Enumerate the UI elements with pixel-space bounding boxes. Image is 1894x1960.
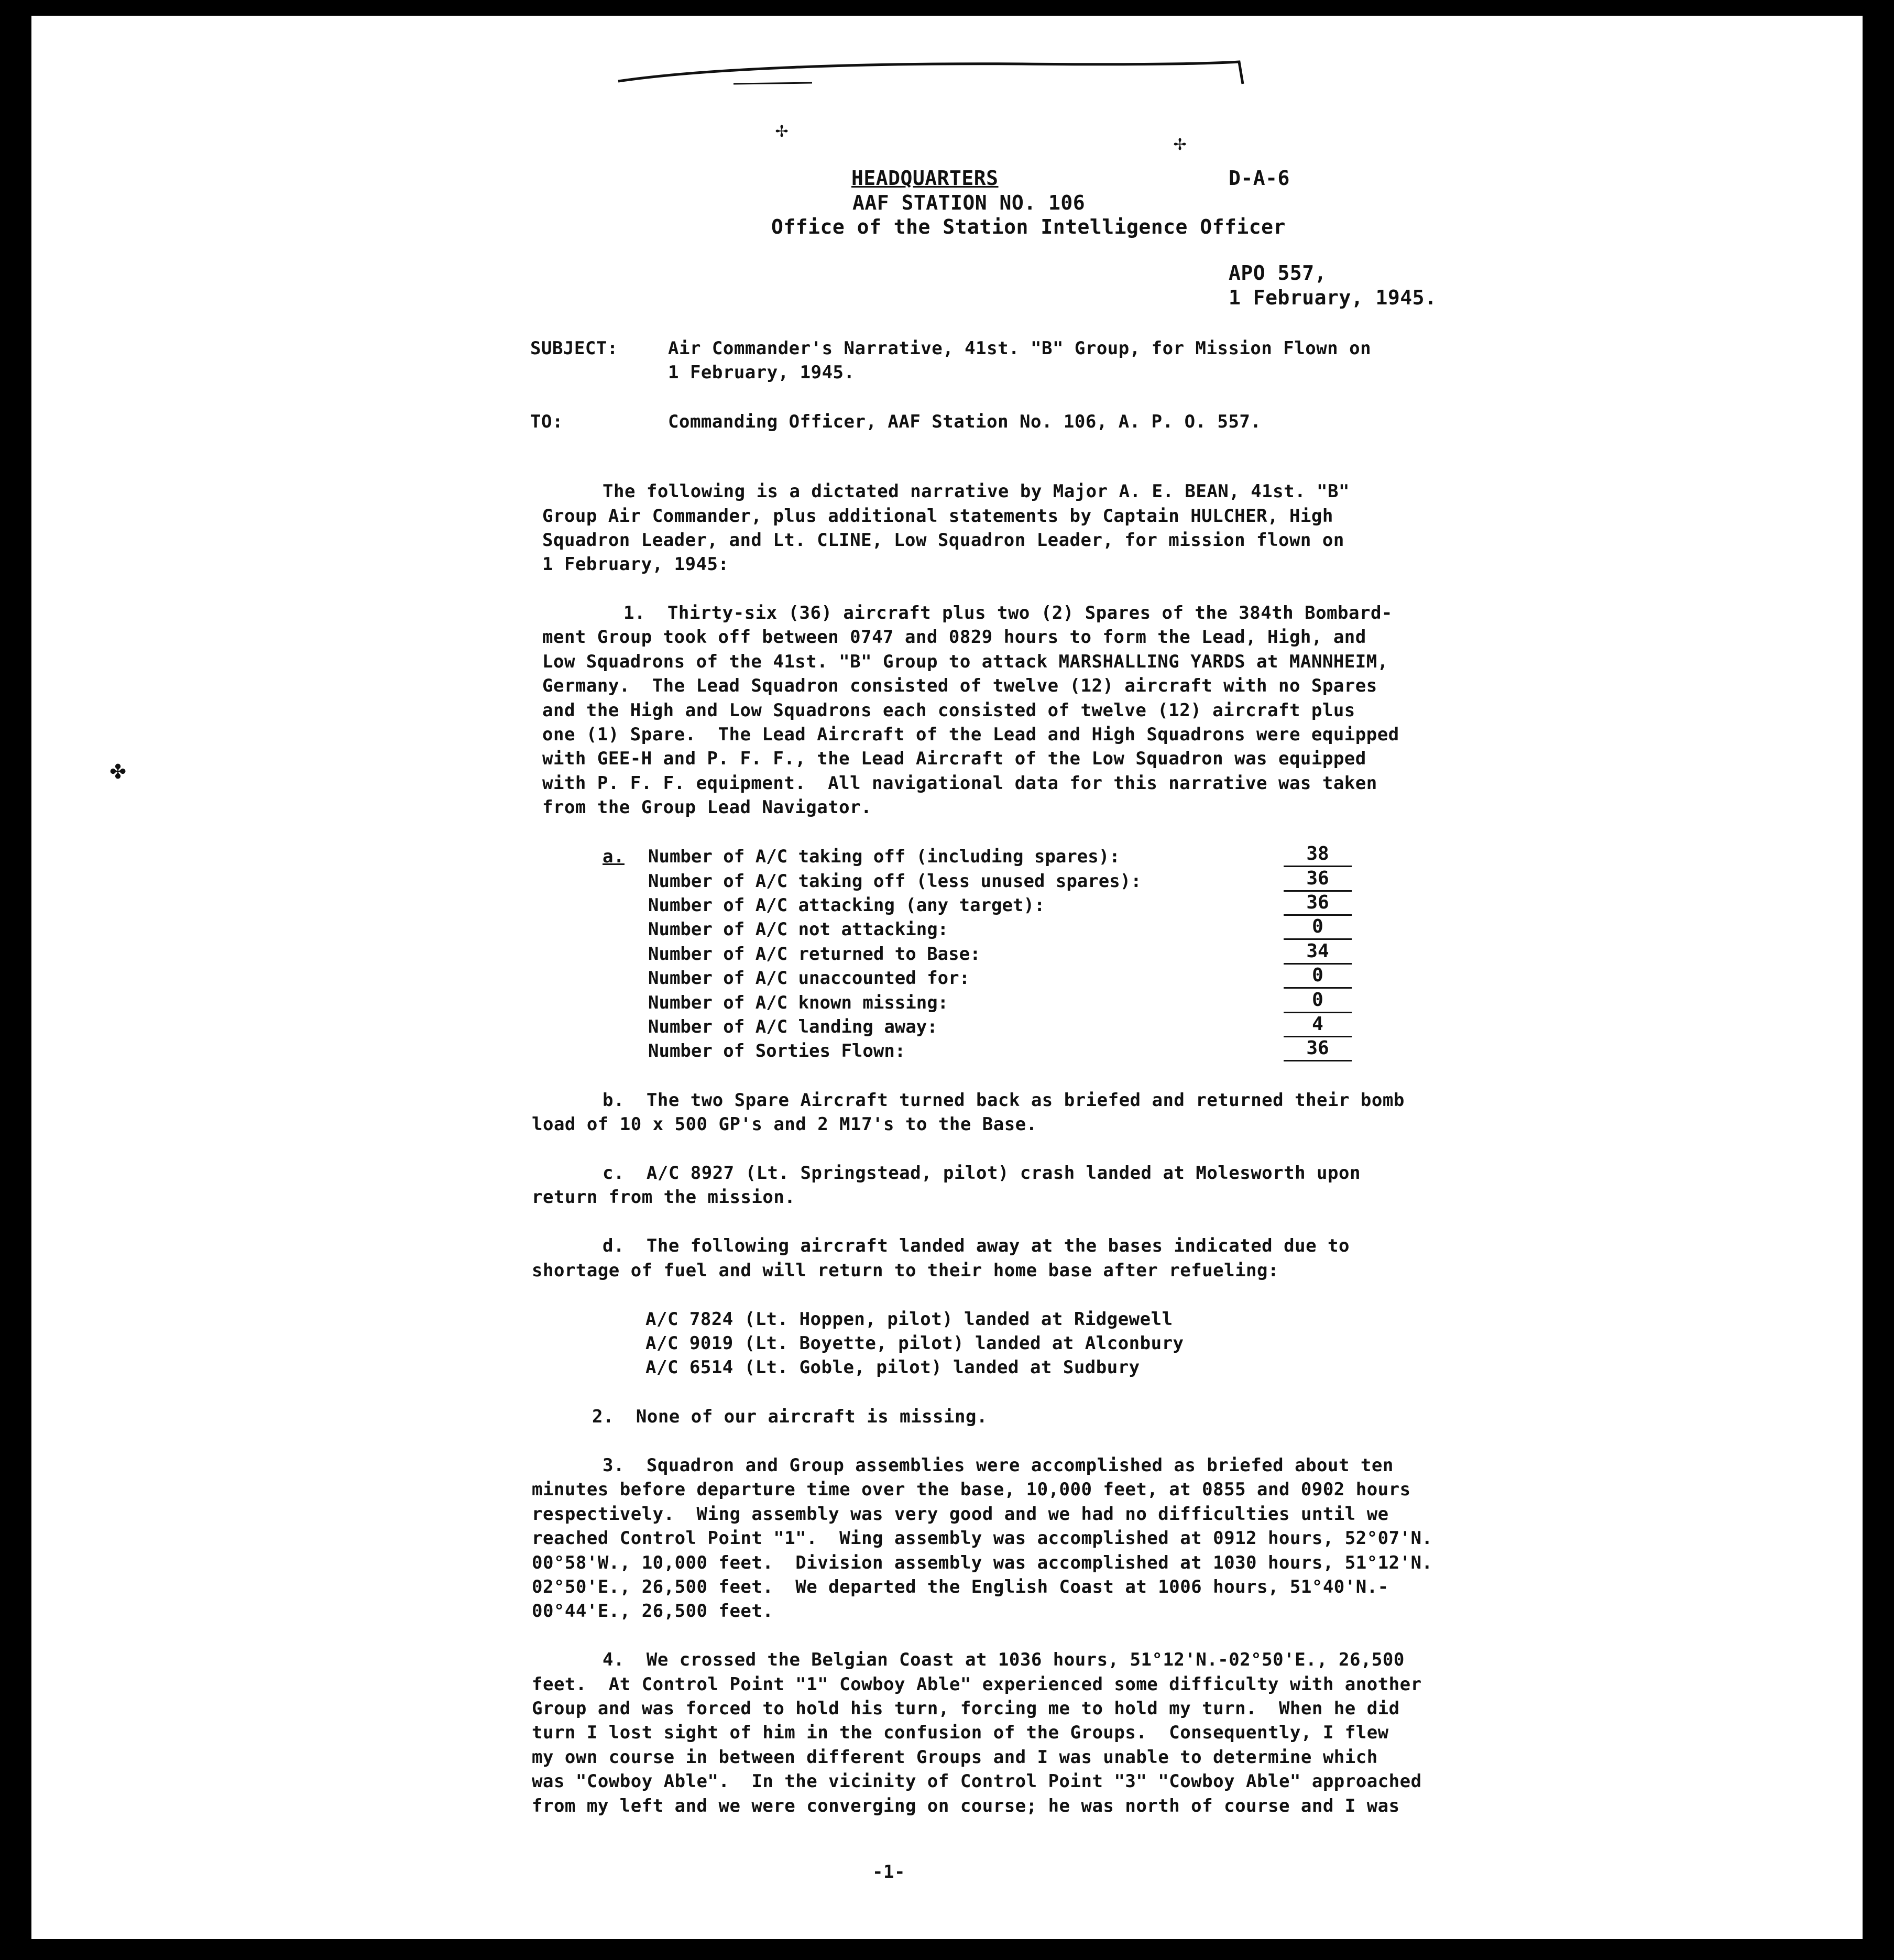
intro-line: Squadron Leader, and Lt. CLINE, Low Squadron Leader, for mission flown on	[542, 530, 1344, 551]
para1-line: from the Group Lead Navigator.	[542, 797, 872, 818]
landing-item: A/C 6514 (Lt. Goble, pilot) landed at Sudbury	[645, 1357, 1140, 1378]
para3-line: respectively. Wing assembly was very good and we had no difficulties until we	[532, 1504, 1389, 1525]
para4-line: feet. At Control Point "1" Cowboy Able" experienced some difficulty with another	[532, 1674, 1422, 1695]
stat-value: 36	[1284, 1037, 1352, 1061]
scan-border-left	[0, 0, 31, 1960]
header-line2: AAF STATION NO. 106	[852, 191, 1086, 214]
stat-value: 0	[1284, 989, 1352, 1013]
intro-line: Group Air Commander, plus additional statements by Captain HULCHER, High	[542, 506, 1333, 527]
para-c-line: return from the mission.	[532, 1187, 796, 1208]
date: 1 February, 1945.	[1229, 286, 1437, 309]
stat-value: 34	[1284, 940, 1352, 965]
ink-mark: ✢	[775, 118, 789, 142]
to-text: Commanding Officer, AAF Station No. 106, A. P. O. 557.	[668, 411, 1262, 432]
handwritten-bracket	[603, 52, 1257, 94]
scan-border-top	[0, 0, 1894, 16]
stat-value: 0	[1284, 915, 1352, 940]
stats-letter: a.	[603, 846, 625, 867]
landing-item: A/C 9019 (Lt. Boyette, pilot) landed at Alconbury	[645, 1333, 1184, 1354]
para-c-line: c. A/C 8927 (Lt. Springstead, pilot) crash landed at Molesworth upon	[603, 1163, 1361, 1184]
para4-line: 4. We crossed the Belgian Coast at 1036 hours, 51°12'N.-02°50'E., 26,500	[603, 1649, 1405, 1670]
para-d-line: d. The following aircraft landed away at the bases indicated due to	[603, 1235, 1350, 1256]
stat-value: 0	[1284, 964, 1352, 989]
apo: APO 557,	[1229, 261, 1327, 284]
para4-line: turn I lost sight of him in the confusion of the Groups. Consequently, I flew	[532, 1722, 1389, 1743]
stat-value: 4	[1284, 1013, 1352, 1037]
para3-line: 00°58'W., 10,000 feet. Division assembly was accomplished at 1030 hours, 51°12'N.	[532, 1552, 1433, 1573]
para1-line: one (1) Spare. The Lead Aircraft of the Lead and High Squadrons were equipped	[542, 724, 1399, 745]
ink-mark: ✢	[1174, 131, 1187, 155]
stat-label: Number of A/C landing away:	[648, 1016, 938, 1037]
para2: 2. None of our aircraft is missing.	[592, 1406, 988, 1427]
ink-mark: ✤	[110, 754, 126, 785]
subject-label: SUBJECT:	[530, 338, 618, 359]
document-ref: D-A-6	[1229, 167, 1290, 190]
para4-line: Group and was forced to hold his turn, forcing me to hold my turn. When he did	[532, 1698, 1400, 1719]
subject-line1: Air Commander's Narrative, 41st. "B" Group, for Mission Flown on	[668, 338, 1372, 359]
stat-label: Number of A/C taking off (less unused spares):	[648, 871, 1142, 892]
para3-line: 00°44'E., 26,500 feet.	[532, 1601, 774, 1622]
para-b-line: b. The two Spare Aircraft turned back as briefed and returned their bomb	[603, 1090, 1405, 1111]
intro-line: The following is a dictated narrative by Major A. E. BEAN, 41st. "B"	[603, 481, 1350, 502]
stat-label: Number of A/C taking off (including spares):	[648, 846, 1120, 867]
stat-label: Number of A/C unaccounted for:	[648, 968, 970, 989]
para1-line: and the High and Low Squadrons each consisted of twelve (12) aircraft plus	[542, 700, 1355, 721]
stat-value: 36	[1284, 891, 1352, 916]
para1-line: with GEE-H and P. F. F., the Lead Aircraft of the Low Squadron was equipped	[542, 748, 1366, 769]
stat-label: Number of Sorties Flown:	[648, 1041, 906, 1061]
para1-line: 1. Thirty-six (36) aircraft plus two (2) Spares of the 384th Bombard-	[623, 603, 1393, 623]
header-line3: Office of the Station Intelligence Officer	[771, 215, 1286, 238]
stat-value: 38	[1284, 842, 1352, 867]
para3-line: 3. Squadron and Group assemblies were accomplished as briefed about ten	[603, 1455, 1394, 1476]
para4-line: my own course in between different Groups and I was unable to determine which	[532, 1747, 1378, 1768]
page-number: -1-	[872, 1862, 905, 1882]
stat-label: Number of A/C not attacking:	[648, 919, 949, 940]
stat-label: Number of A/C returned to Base:	[648, 944, 981, 965]
para3-line: minutes before departure time over the base, 10,000 feet, at 0855 and 0902 hours	[532, 1479, 1411, 1500]
stat-value: 36	[1284, 867, 1352, 892]
header-line1: HEADQUARTERS	[851, 167, 999, 190]
para3-line: reached Control Point "1". Wing assembly was accomplished at 0912 hours, 52°07'N.	[532, 1528, 1433, 1549]
para4-line: was "Cowboy Able". In the vicinity of Control Point "3" "Cowboy Able" approached	[532, 1771, 1422, 1792]
para1-line: with P. F. F. equipment. All navigational data for this narrative was taken	[542, 773, 1377, 794]
subject-line2: 1 February, 1945.	[668, 362, 855, 383]
para4-line: from my left and we were converging on course; he was north of course and I was	[532, 1795, 1400, 1816]
para1-line: Low Squadrons of the 41st. "B" Group to attack MARSHALLING YARDS at MANNHEIM,	[542, 651, 1388, 672]
stat-label: Number of A/C attacking (any target):	[648, 895, 1045, 916]
to-label: TO:	[530, 411, 563, 432]
scan-border-bottom	[0, 1939, 1894, 1960]
landing-item: A/C 7824 (Lt. Hoppen, pilot) landed at Ridgewell	[645, 1309, 1173, 1330]
para1-line: ment Group took off between 0747 and 0829 hours to form the Lead, High, and	[542, 627, 1366, 648]
para-b-line: load of 10 x 500 GP's and 2 M17's to the Base.	[532, 1114, 1037, 1135]
intro-line: 1 February, 1945:	[542, 554, 729, 575]
para3-line: 02°50'E., 26,500 feet. We departed the English Coast at 1006 hours, 51°40'N.-	[532, 1576, 1389, 1597]
scan-border-right	[1863, 0, 1894, 1960]
para-d-line: shortage of fuel and will return to their home base after refueling:	[532, 1260, 1279, 1281]
stat-label: Number of A/C known missing:	[648, 992, 949, 1013]
para1-line: Germany. The Lead Squadron consisted of twelve (12) aircraft with no Spares	[542, 675, 1377, 696]
